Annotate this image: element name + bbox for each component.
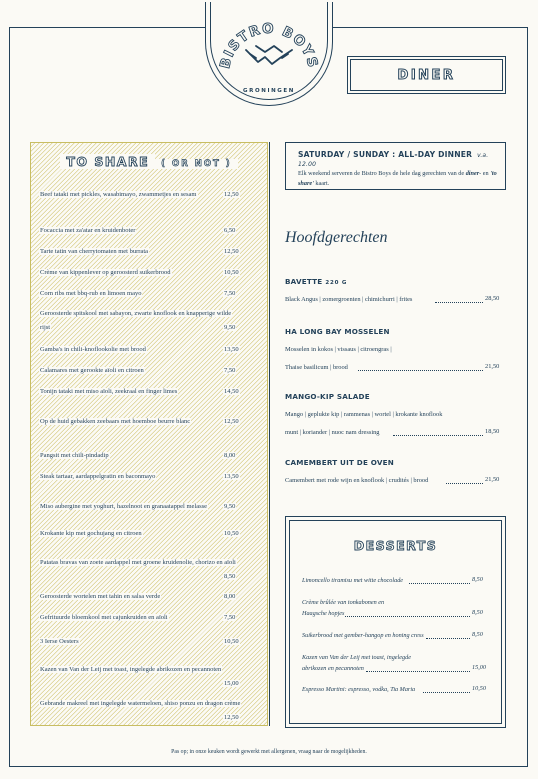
desserts-box xyxy=(285,516,506,728)
dish-name: BAVETTE 220 G xyxy=(285,277,348,286)
share-item-name: Calamares met gerookte aïoli en citroen xyxy=(40,367,144,374)
dish-description: Black Angus | zomergroenten | chimichurri | frites xyxy=(285,296,413,303)
dish-weight: 220 G xyxy=(325,280,348,286)
weekend-text-diner: diner xyxy=(465,170,480,177)
share-item-name: Kazen van Van der Leij met toast, ingelegde abrikozen en pecannoten xyxy=(40,666,222,673)
share-item-name: Krokante kip met gochujang en citroen xyxy=(40,530,142,537)
dish-description: munt | koriander | nuoc nam dressing xyxy=(285,429,380,436)
brand-logo xyxy=(210,2,328,100)
share-item-price: 12,50 xyxy=(224,713,239,721)
dessert-price: 8,50 xyxy=(472,631,483,638)
dessert-leader-dots xyxy=(423,692,470,693)
share-item-price: 13,50 xyxy=(224,345,239,353)
dish-price: 18,50 xyxy=(485,428,500,435)
allergen-footer: Pas op; in onze keuken wordt gewerkt met allergenen, vraag naar de mogelijkheden. xyxy=(171,749,367,755)
dish-price: 28,50 xyxy=(485,295,500,302)
share-item-name: Tarte tatin van cherrytomaten met burrata xyxy=(40,248,149,255)
svg-text:BISTRO BOYS xyxy=(217,21,321,70)
dessert-name: Crème brûlée van tonkabonen en xyxy=(302,599,385,606)
share-item-name: Gebrande makreel met ingelegde watermeloen, shiso ponzu en dragon crème xyxy=(40,700,241,707)
share-item-price: 12,50 xyxy=(224,417,239,425)
dessert-name: Limoncello tiramisu met witte chocolade xyxy=(302,577,404,584)
dish-description: Mango | geplukte kip | rammenas | wortel | krokante knoflook xyxy=(285,411,443,418)
share-item-name: Geroosterde wortelen met tahin en salsa verde xyxy=(40,593,161,600)
dish-description: Camembert met rode wijn en knoflook | crudités | brood xyxy=(285,477,429,484)
share-item-name: Pangsit met chili-pindadip xyxy=(40,452,109,459)
share-item-name: Corn ribs met bbq-rub en limoen mayo xyxy=(40,290,142,297)
weekend-text-part2: - en xyxy=(479,170,491,177)
dessert-price: 10,50 xyxy=(472,685,486,692)
share-item-price: 6,50 xyxy=(224,226,236,234)
dessert-leader-dots xyxy=(409,583,470,584)
dish-name: CAMEMBERT UIT DE OVEN xyxy=(285,458,394,467)
share-item-name: Crème van kippenlever op geroosterd suikerbrood xyxy=(40,269,171,276)
diner-label: DINER xyxy=(397,67,456,83)
brand-city: GRONINGEN xyxy=(243,88,295,94)
share-item-price: 9,50 xyxy=(224,323,236,331)
handshake-icon xyxy=(246,46,292,64)
dessert-price: 15,00 xyxy=(472,663,486,671)
share-item-name: Patatas bravas van zoete aardappel met groene kruidenolie, chorizo en aïoli xyxy=(40,559,236,566)
price-leader-dots xyxy=(358,370,483,371)
dish-name: HA LONG BAY MOSSELEN xyxy=(285,327,390,336)
share-item-name: Op de huid gebakken zeebaars met hoemboe beurre blanc xyxy=(40,418,191,425)
dish-description: Thaise basilicum | brood xyxy=(285,364,348,371)
price-leader-dots xyxy=(435,302,484,303)
share-item-name: 3 Ierse Oesters xyxy=(40,638,79,645)
share-item-name: Miso aubergine met yoghurt, hazelnoot en granaatappel melasse xyxy=(40,503,208,510)
share-item-name: Steak tartaar, aardappelgratin en baconmayo xyxy=(40,473,156,480)
share-item-price: 9,50 xyxy=(224,502,236,510)
share-item-name: Geroosterde spitskool met sabayon, zwarte knoflook en knapperige wilde rijst xyxy=(40,310,232,332)
share-item-price: 14,50 xyxy=(224,387,239,395)
to-share-subtitle: ( OR NOT ) xyxy=(155,159,238,169)
share-item-name: Beef tataki met pickles, wasabimayo, zwammetjes en sesam xyxy=(40,191,197,198)
weekend-title xyxy=(298,150,505,168)
dessert-name: Suikerbrood met gember-hangop en honing cress xyxy=(302,632,424,639)
to-share-panel xyxy=(30,142,268,726)
column-divider xyxy=(269,142,270,726)
weekend-time: v.a. 12.00 xyxy=(298,152,489,168)
dish-price: 21,50 xyxy=(485,363,500,370)
dessert-leader-dots xyxy=(426,638,471,639)
dish-price: 21,50 xyxy=(485,476,500,483)
share-item-name: Gamba's in chili-knoflookolie met brood xyxy=(40,346,146,353)
share-item-price: 12,50 xyxy=(224,247,239,255)
dessert-price: 8,50 xyxy=(472,576,483,583)
to-share-title-text: TO SHARE xyxy=(60,154,155,169)
share-item-price: 10,50 xyxy=(224,268,239,276)
share-item-price: 10,50 xyxy=(224,529,239,537)
share-item-price: 8,50 xyxy=(224,572,236,580)
main-courses-heading: Hoofdgerechten xyxy=(285,229,388,246)
desserts-title: DESSERTS xyxy=(353,538,438,553)
dessert-name: abrikozen en pecannoten xyxy=(302,664,364,672)
weekend-notice-box xyxy=(285,142,506,190)
dessert-name: Espresso Martini: espresso, vodka, Tia Maria xyxy=(302,686,416,693)
share-item-price: 7,50 xyxy=(224,613,236,621)
weekend-text-part1: Elk weekend serveren de Bistro Boys de hele dag gerechten van de xyxy=(298,170,466,177)
weekend-text xyxy=(298,169,505,188)
diner-header-inner xyxy=(350,59,503,91)
dessert-name: Haagsche hopjes xyxy=(302,609,345,617)
share-item-price: 7,50 xyxy=(224,366,236,374)
price-leader-dots xyxy=(393,435,483,436)
weekend-title-text: SATURDAY / SUNDAY : ALL-DAY DINNER xyxy=(298,150,473,159)
share-item-price: 15,00 xyxy=(224,679,239,687)
share-item-name: Tonijn tataki met miso aïoli, zeekraal en finger limes xyxy=(40,388,178,395)
share-item-price: 8,00 xyxy=(224,592,236,600)
weekend-text-to-share: 'to share' xyxy=(298,170,497,187)
share-item-price: 13,50 xyxy=(224,472,239,480)
to-share-title xyxy=(31,154,267,169)
share-item-price: 12,50 xyxy=(224,190,239,198)
price-leader-dots xyxy=(446,483,483,484)
share-item-name: Focaccia met za'atar en kruidenboter xyxy=(40,227,136,234)
share-item-name: Gefrituurde bloemkool met cajunkruiden en aïoli xyxy=(40,614,168,621)
dish-description: Mosselen in kokos | vissaus | citroengras | xyxy=(285,346,392,353)
brand-name: BISTRO BOYS xyxy=(217,20,321,71)
dessert-leader-dots xyxy=(345,616,471,617)
diner-header-box xyxy=(347,56,506,94)
dish-name: MANGO-KIP SALADE xyxy=(285,392,370,401)
share-item-price: 7,50 xyxy=(224,289,236,297)
dessert-name: Kazen van Van der Leij met toast, ingelegde xyxy=(302,654,411,661)
dessert-leader-dots xyxy=(366,671,470,672)
share-item-price: 8,00 xyxy=(224,451,236,459)
weekend-text-part3: kaart. xyxy=(315,179,330,187)
share-item-price: 10,50 xyxy=(224,637,239,645)
dessert-price: 8,50 xyxy=(472,608,483,616)
